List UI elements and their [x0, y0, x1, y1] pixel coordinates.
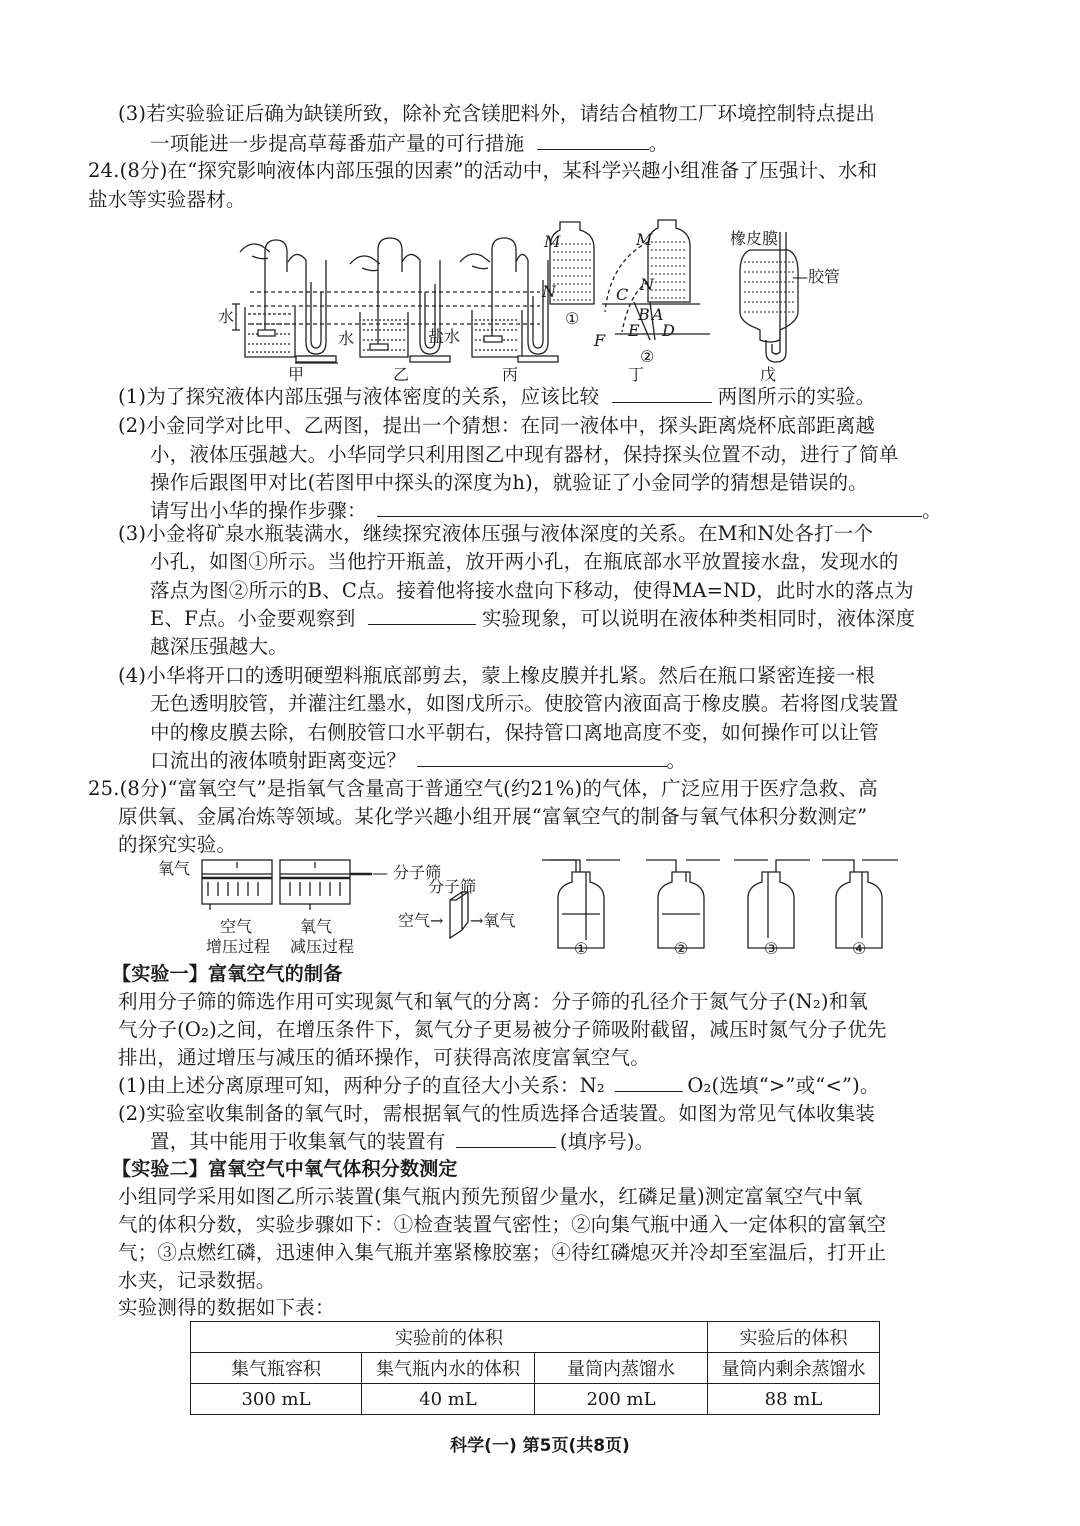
label-D: D [662, 321, 675, 340]
label-air1: 空气 [220, 917, 253, 936]
label-circle1: ① [565, 309, 580, 328]
table-group-after: 实验后的体积 [708, 1322, 880, 1353]
exp1-line2: 气分子(O₂)之间，在增压条件下，氮气分子更易被分子筛吸附截留，减压时氮气分子优先 [118, 1018, 887, 1041]
label-xiangpimo: 橡皮膜 [730, 229, 779, 248]
label-E: E [628, 321, 640, 340]
q24-s4-line4-end: 。 [666, 749, 687, 772]
data-table [190, 1321, 880, 1415]
label-jia: 甲 [288, 365, 305, 384]
q24-s3-line4 [150, 605, 915, 633]
exp1-q2-answer-blank[interactable] [456, 1129, 556, 1148]
table-header-cell: 集气瓶内水的体积 [362, 1353, 535, 1384]
q23-3-line2-text: 一项能进一步提高草莓番茄产量的可行措施 [150, 132, 525, 155]
table-header-cell: 量筒内蒸馏水 [535, 1353, 708, 1384]
label-sieve: — 分子筛 [372, 863, 442, 882]
table-header-cell: 集气瓶容积 [191, 1353, 362, 1384]
q24-s4-line4 [150, 747, 686, 775]
label-n2: ② [674, 939, 689, 958]
beaker-jia [245, 240, 295, 357]
q25-intro-line2: 原供氧、金属冶炼等领域。某化学兴趣小组开展“富氧空气的制备与氧气体积分数测定” [118, 805, 868, 828]
q24-s4-answer-blank[interactable] [417, 748, 667, 767]
label-M1: M [544, 232, 561, 251]
exp1-q2-line2-text-a: 置，其中能用于收集氧气的装置有 [150, 1130, 446, 1153]
table-group-row [191, 1322, 880, 1353]
label-depressurize: 减压过程 [290, 937, 355, 956]
table-group-before: 实验前的体积 [191, 1322, 708, 1353]
label-n3: ③ [764, 939, 779, 958]
q24-s1-text-a: (1)为了探究液体内部压强与液体密度的关系，应该比较 [118, 385, 600, 408]
q24-intro-line2: 盐水等实验器材。 [88, 188, 246, 211]
exp1-q1-text-b: O₂(选填“>”或“<”)。 [687, 1074, 880, 1097]
table-cell: 300 mL [191, 1384, 362, 1415]
label-oxygen-out: →氧气 [470, 911, 516, 930]
label-bing: 丙 [502, 365, 519, 384]
label-yanshui: 盐水 [428, 327, 461, 346]
q23-3-line1: (3)若实验验证后确为缺镁所致，除补充含镁肥料外，请结合植物工厂环境控制特点提出 [118, 102, 876, 125]
label-A: A [652, 305, 664, 324]
q24-s4-line3: 中的橡皮膜去除，右侧胶管口水平朝右，保持管口离地高度不变，如何操作可以让管 [150, 721, 879, 744]
exp1-title: 【实验一】富氧空气的制备 [112, 963, 343, 985]
q25-figure [150, 852, 910, 960]
label-n4: ④ [852, 939, 867, 958]
exp1-q1-answer-blank[interactable] [615, 1073, 683, 1092]
bottle-wu [740, 232, 798, 362]
q24-s2-answer-blank[interactable] [377, 498, 922, 517]
q24-s3-line1: (3)小金将矿泉水瓶装满水，继续探究液体压强与液体深度的关系。在M和N处各打一个 [118, 522, 874, 545]
sieve-slab [450, 892, 468, 938]
table-cell: 40 mL [362, 1384, 535, 1415]
hand-yi [350, 256, 380, 271]
q23-3-line2-end: 。 [648, 132, 669, 155]
q24-s2-line4-text: 请写出小华的操作步骤： [150, 499, 367, 522]
q24-s3-line3: 落点为图②所示的B、C点。接着他将接水盘向下移动，使得MA=ND，此时水的落点为 [150, 579, 914, 602]
q24-s2-line2: 小，液体压强越大。小华同学只利用图乙中现有器材，保持探头位置不动，进行了简单 [150, 443, 899, 466]
collection-bottle-3 [734, 860, 810, 948]
q24-intro-line1: 24.(8分)在“探究影响液体内部压强的因素”的活动中，某科学兴趣小组准备了压强计、水和 [88, 159, 878, 182]
label-N1: N [542, 282, 556, 301]
exp2-title: 【实验二】富氧空气中氧气体积分数测定 [112, 1158, 458, 1180]
q24-s4-line2: 无色透明胶管，并灌注红墨水，如图戊所示。使胶管内液面高于橡皮膜。若将图戊装置 [150, 692, 899, 715]
label-shui2: 水 [338, 329, 355, 348]
sieve-box-depressurize [280, 860, 372, 910]
collection-bottle-4 [822, 860, 898, 948]
q24-s3-line5: 越深压强越大。 [150, 635, 288, 658]
table-intro: 实验测得的数据如下表： [118, 1296, 335, 1319]
q24-s3-line4-text-a: E、F点。小金要观察到 [150, 607, 356, 630]
q24-s2-line3: 操作后跟图甲对比(若图甲中探头的深度为h)，就验证了小金同学的猜想是错误的。 [150, 471, 868, 494]
q24-figure [210, 212, 880, 390]
table-cell: 200 mL [535, 1384, 708, 1415]
hand-bing [460, 254, 490, 269]
label-yi: 乙 [393, 365, 410, 384]
beaker-bing [472, 238, 522, 357]
exp1-line1: 利用分子筛的筛选作用可实现氮气和氧气的分离：分子筛的孔径介于氮气分子(N₂)和氧 [118, 990, 869, 1013]
label-N2: N [640, 275, 654, 294]
q25-intro-line1: 25.(8分)“富氧空气”是指氧气含量高于普通空气(约21%)的气体，广泛应用于医疗急救、高 [88, 777, 878, 800]
q24-s1 [118, 383, 875, 411]
label-M2: M [636, 230, 653, 249]
label-B: B [638, 305, 650, 324]
q24-s2-line1: (2)小金同学对比甲、乙两图，提出一个猜想：在同一液体中，探头距离烧杯底部距离越 [118, 414, 876, 437]
label-oxygen-top: 氧气 [158, 859, 191, 878]
exp2-line3: 气；③点燃红磷，迅速伸入集气瓶并塞紧橡胶塞；④待红磷熄灭并冷却至室温后，打开止 [118, 1241, 887, 1264]
exp1-q2-line2-text-b: (填序号)。 [559, 1130, 655, 1153]
exp2-line2: 气的体积分数，实验步骤如下：①检查装置气密性；②向集气瓶中通入一定体积的富氧空 [118, 1213, 887, 1236]
q24-s3-line4-text-b: 实验现象，可以说明在液体种类相同时，液体深度 [481, 607, 916, 630]
sieve-box-pressurize [202, 860, 272, 910]
q24-s1-text-b: 两图所示的实验。 [717, 385, 876, 408]
table-header-cell: 量筒内剩余蒸馏水 [708, 1353, 880, 1384]
label-air-in: 空气→ [398, 911, 444, 930]
table-header-row [191, 1353, 880, 1384]
exp1-q1 [118, 1072, 880, 1100]
label-oxygen2: 氧气 [300, 917, 333, 936]
label-n1: ① [574, 939, 589, 958]
exp1-q2-line2 [150, 1128, 654, 1156]
label-shui: 水 [218, 307, 235, 326]
q25-intro-line3: 的探究实验。 [118, 833, 237, 856]
label-ding: 丁 [628, 365, 645, 384]
q24-s4-line1: (4)小华将开口的透明硬塑料瓶底部剪去，蒙上橡皮膜并扎紧。然后在瓶口紧密连接一根 [118, 664, 876, 687]
q24-s1-answer-blank[interactable] [612, 384, 712, 403]
label-sieve2: 分子筛 [428, 877, 477, 896]
exp1-q1-text-a: (1)由上述分离原理可知，两种分子的直径大小关系：N₂ [118, 1074, 605, 1097]
q24-s4-line4-text: 口流出的液体喷射距离变远？ [150, 749, 407, 772]
collection-bottle-2 [646, 860, 720, 948]
table-cell: 88 mL [708, 1384, 880, 1415]
exp1-line3: 排出，通过增压与减压的循环操作，可获得高浓度富氧空气。 [118, 1046, 650, 1069]
label-C: C [616, 285, 629, 304]
label-jiaoguan: —胶管 [792, 267, 841, 286]
q23-3-line2 [150, 130, 668, 158]
exp2-line4: 水夹，记录数据。 [118, 1269, 276, 1292]
label-F: F [594, 331, 606, 350]
label-pressurize: 增压过程 [206, 937, 271, 956]
table-row [191, 1384, 880, 1415]
q24-s3-line2: 小孔，如图①所示。当他拧开瓶盖，放开两小孔，在瓶底部水平放置接水盘，发现水的 [150, 550, 899, 573]
exp1-q2-line1: (2)实验室收集制备的氧气时，需根据氧气的性质选择合适装置。如图为常见气体收集装 [118, 1102, 876, 1125]
exp2-line1: 小组同学采用如图乙所示装置(集气瓶内预先预留少量水，红磷足量)测定富氧空气中氧 [118, 1185, 863, 1208]
q23-3-answer-blank[interactable] [537, 131, 649, 150]
q24-s3-answer-blank[interactable] [368, 606, 476, 625]
label-circle2: ② [640, 347, 655, 366]
page-footer: 科学(一) 第5页(共8页) [450, 1436, 630, 1456]
q24-s2-line4-end: 。 [922, 499, 942, 522]
label-wu: 戊 [760, 365, 777, 384]
collection-bottle-1 [542, 860, 620, 948]
